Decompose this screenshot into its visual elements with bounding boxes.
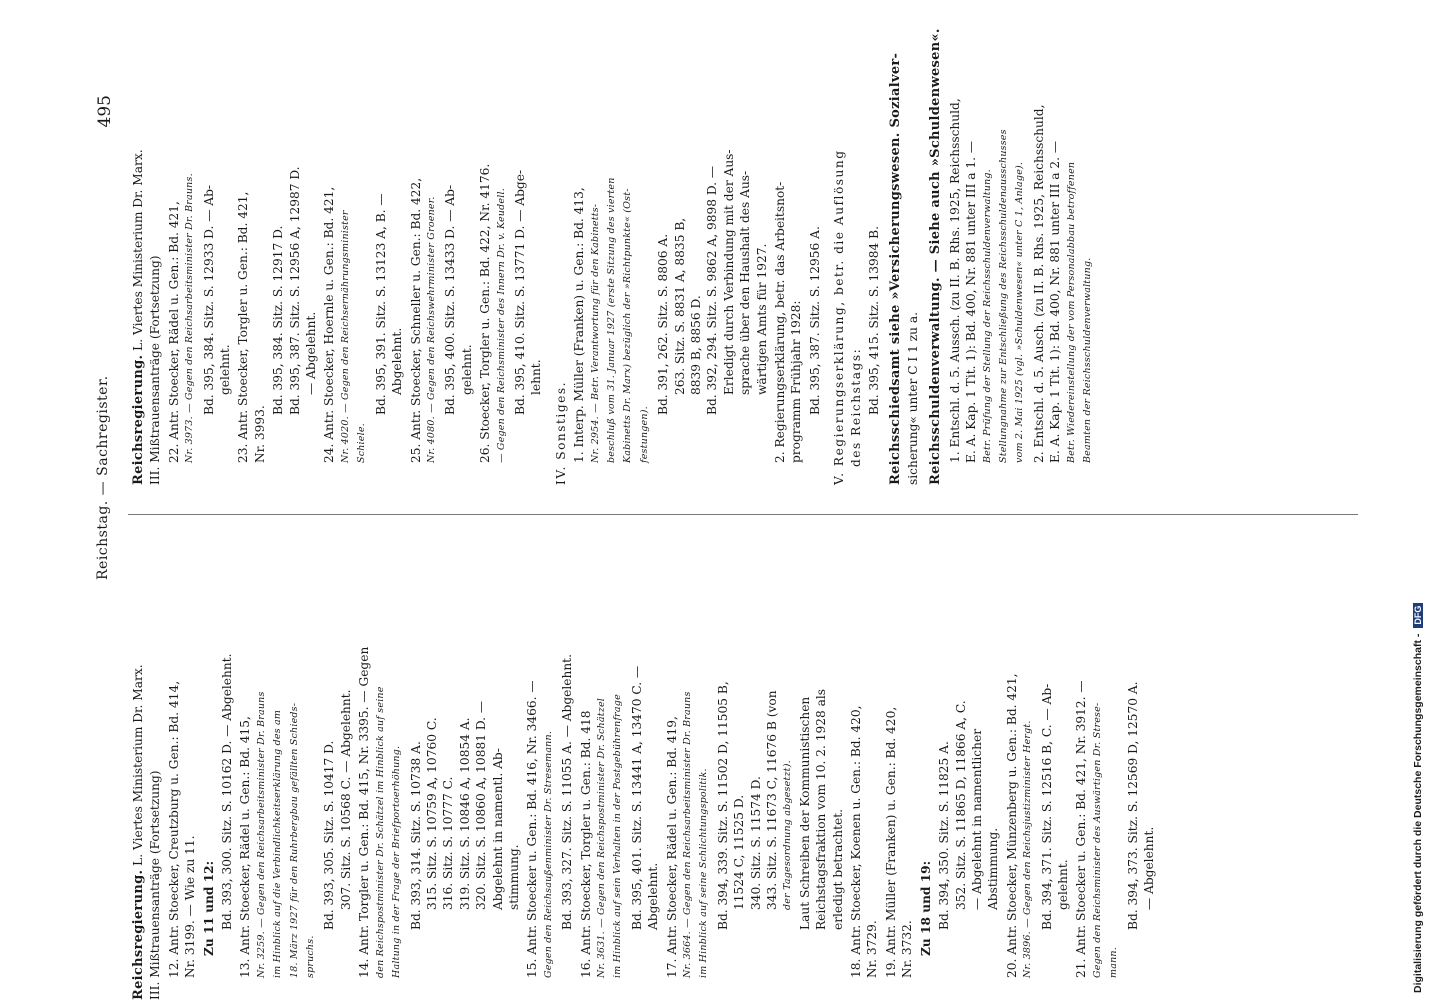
- group-18-19-ref: — Abgelehnt in namentlicher: [969, 728, 984, 910]
- entry-22: 22. Antr. Stoecker, Rädel u. Gen.: Bd. 421, Nr. 3973. — Gegen den Reichsarbeitsminister Dr. Brauns.: [166, 173, 196, 463]
- entry-16-ref: Abgelehnt.: [646, 862, 661, 930]
- entry-14-ref: stimmung.: [506, 844, 521, 910]
- entry-22-ref: Bd. 395, 384. Sitz. S. 12933 D. — Ab-: [201, 184, 216, 415]
- entry-iv-1-ref: Erledigt durch Verbindung mit der Aus-: [721, 149, 736, 395]
- entry-rsv-1: 1. Entschl. d. 5. Aussch. (zu II. B. Rhs. 1925, Reichsschuld, E. A. Kap. 1 Tit. 1): Bd. 400, Nr. 881 unter III a 1. — Betr. Prüfung der Stellung der Reichsschuldenverwaltung. Stellungnahme zur Entschließung des Reichsschuldenausschusses vom 2. Mai 1925 (vgl. »Schuldenwesen« unter C 1, Anlage).: [947, 98, 1026, 463]
- section-v-ref: Bd. 395, 415. Sitz. S. 13984 B.: [867, 226, 882, 415]
- entry-iv-2: 2. Regierungserklärung, betr. das Arbeitsnot- programm Frühjahr 1928:: [773, 181, 804, 463]
- digitization-note: [1412, 8, 1432, 993]
- entry-iv-1-ref: 263. Sitz. S. 8831 A, 8835 B,: [672, 217, 687, 395]
- entry-20: 20. Antr. Stoecker, Münzenberg u. Gen.: Bd. 421, Nr. 3896. — Gegen den Reichsjustizminister Hergt.: [1004, 673, 1034, 978]
- entry-25-ref: gelehnt.: [459, 344, 474, 395]
- entry-25: 25. Antr. Stoecker, Schneller u. Gen.: Bd. 422, Nr. 4080. — Gegen den Reichswehrminister Groener.: [408, 177, 437, 463]
- section-heading: Reichsregierung. L. Viertes Ministerium Dr. Marx.: [131, 149, 146, 485]
- entry-14-ref: Bd. 393, 314. Sitz. S. 10738 A.: [408, 741, 423, 930]
- entry-iv-1-ref: sprache über den Haushalt des Aus-: [738, 170, 753, 395]
- entry-23: 23. Antr. Stoecker, Torgler u. Gen.: Bd. 421, Nr. 3993.: [236, 191, 267, 463]
- entry-17-note: Reichstagsfraktion vom 10. 2. 1928 als: [814, 688, 829, 930]
- entry-16: 16. Antr. Stoecker, Torgler u. Gen.: Bd. 418 Nr. 3631. — Gegen den Reichspostminister Dr. Schätzel im Hinblick auf sein Verhalten in der Postgebührenfrage: [578, 694, 624, 978]
- entry-17-ref: der Tagesordnung abgesetzt).: [782, 760, 794, 910]
- entry-21-ref: Bd. 394, 373. Sitz. S. 12569 D, 12570 A.: [1125, 681, 1140, 930]
- entry-17-note: erledigt betrachtet.: [830, 809, 845, 930]
- entry-24-ref: Abgelehnt.: [390, 327, 405, 395]
- entry-13-ref: 307. Sitz. S. 10568 C. — Abgelehnt.: [338, 689, 353, 910]
- entry-13: 13. Antr. Stoecker, Rädel u. Gen.: Bd. 415, Nr. 3259. — Gegen den Reichsarbeitsminister Dr. Brauns im Hinblick auf die Verbindlichkeitserklärung des am 18. März 1927 für den Ruhrbergbau gefällten Schieds- spruchs.: [238, 691, 317, 978]
- entry-17-ref: Bd. 394, 339. Sitz. S. 11502 D, 11505 B,: [715, 681, 730, 930]
- entry-reichsschuldenverwaltung: Reichsschuldenverwaltung. — Siehe auch »Schuldenwesen«.: [928, 28, 944, 485]
- entry-17: 17. Antr. Stoecker, Rädel u. Gen.: Bd. 419, Nr. 3664. — Gegen den Reichsarbeitsminister Dr. Brauns im Hinblick auf seine Schlichtungspolitik.: [664, 691, 710, 978]
- column-divider: [128, 514, 1358, 515]
- section-heading: Reichsregierung. L. Viertes Ministerium Dr. Marx.: [131, 664, 146, 1000]
- entry-24: 24. Antr. Stoecker, Hoernle u. Gen.: Bd. 421, Nr. 4020. — Gegen den Reichsernährungsminister Schiele.: [322, 186, 368, 463]
- entry-17-ref: 340. Sitz. S. 11574 D.: [748, 776, 763, 910]
- group-11-12-ref: Bd. 393, 300. Sitz. S. 10162 D. — Abgelehnt.: [220, 653, 235, 930]
- entry-iv-1-ref: wärtigen Amts für 1927.: [754, 243, 769, 395]
- entry-22-ref: gelehnt.: [218, 344, 233, 395]
- entry-16-ref: Bd. 395, 401. Sitz. S. 13441 A, 13470 C. —: [629, 665, 644, 930]
- entry-iv-1-ref: Bd. 391, 262. Sitz. S. 8806 A.: [656, 233, 671, 415]
- rotated-page: [95, 0, 1385, 1000]
- group-18-19: Zu 18 und 19:: [918, 860, 933, 956]
- entry-26: 26. Stoecker, Torgler u. Gen.: Bd. 422, Nr. 4176. — Gegen den Reichsminister des Innern Dr. v. Keudell.: [478, 163, 507, 463]
- entry-19: 19. Antr. Müller (Franken) u. Gen.: Bd. 420, Nr. 3732.: [883, 706, 915, 978]
- entry-iv-1-ref: Bd. 392, 294. Sitz. S. 9862 A, 9898 D. —: [705, 165, 720, 415]
- entry-13-ref: Bd. 393, 305. Sitz. S. 10417 D.: [322, 740, 337, 930]
- entry-14-ref: 319. Sitz. S. 10846 A, 10854 A.: [457, 717, 472, 910]
- entry-iv-2-ref: Bd. 395, 387. Sitz. S. 12956 A.: [807, 226, 822, 415]
- entry-23-ref: — Abgelehnt.: [304, 311, 319, 395]
- dfg-logo: DFG: [1413, 603, 1423, 628]
- entry-26-ref: Bd. 395, 410. Sitz. S. 13771 D. — Abge-: [512, 169, 527, 415]
- entry-15: 15. Antr. Stoecker u. Gen.: Bd. 416, Nr. 3466. — Gegen den Reichsaußenminister Dr. Stresemann.: [525, 680, 554, 978]
- entry-18: 18. Antr. Stoecker, Koenen u. Gen.: Bd. 420, Nr. 3729.: [849, 705, 880, 978]
- entry-14-ref: 315. Sitz. S. 10759 A, 10760 C.: [424, 717, 439, 910]
- entry-15-ref: Bd. 393, 327. Sitz. S. 11055 A. — Abgelehnt.: [560, 654, 575, 930]
- entry-21-ref: — Abgelehnt.: [1141, 826, 1156, 910]
- entry-12: 12. Antr. Stoecker, Creutzburg u. Gen.: Bd. 414, Nr. 3199. — Wie zu 11.: [166, 680, 198, 978]
- entry-26-ref: lehnt.: [529, 359, 544, 395]
- group-18-19-ref: 352. Sitz. S. 11865 D, 11866 A, C.: [953, 700, 968, 910]
- entry-23-ref: Bd. 395, 387. Sitz. S. 12956 A, 12987 D.: [287, 166, 302, 415]
- running-head-title: Reichstag. — Sachregister.: [95, 375, 111, 580]
- digitization-note-text: Digitalisierung gefördert durch die Deutsche Forschungsgemeinschaft -: [1412, 633, 1424, 993]
- entry-20-ref: gelehnt.: [1055, 859, 1070, 910]
- page-number: 495: [95, 95, 115, 128]
- column-left: [130, 530, 1157, 1000]
- entry-rsv-2: 2. Entschl. d. 5. Ausch. (zu II. B. Rhs. 1925, Reichsschuld, E. A. Kap. 1 Tit. 1): Bd. 400, Nr. 881 unter III a 2. — Betr. Wiedereinstellung der vom Personalabbau betroffenen Beamten der Reichsschuldenverwaltung.: [1031, 104, 1093, 463]
- group-18-19-ref: Abstimmung.: [986, 827, 1001, 910]
- entry-17-ref: 11524 C, 11525 D.: [732, 794, 747, 910]
- entry-23-ref: Bd. 395, 384. Sitz. S. 12917 D.: [271, 225, 286, 415]
- entry-reichsschiedsamt: Reichsschiedsamt siehe »Versicherungswesen. Sozialver- sicherung« unter C I 1 zu a.: [888, 52, 920, 485]
- column-right: [130, 15, 1098, 485]
- section-v-heading: V. Regierungserklärung, betr. die Auflösung des Reichstags:: [832, 149, 863, 485]
- entry-iv-1: 1. Interp. Müller (Franken) u. Gen.: Bd. 413, Nr. 2954. — Betr. Verantwortung für den Kabinetts- beschluß vom 31. Januar 1927 (erste Sitzung des vierten Kabinetts Dr. Marx) bezüglich der »Richtpunkte« (Ost- festungen).: [572, 177, 650, 463]
- running-head: [95, 0, 125, 1000]
- entry-17-note: Laut Schreiben der Kommunistischen: [797, 696, 812, 930]
- entry-24-ref: Bd. 395, 391. Sitz. S. 13123 A, B. —: [373, 193, 388, 415]
- entry-iv-1-ref: 8839 B, 8856 D.: [689, 295, 703, 395]
- subsection-heading: III. Mißtrauensanträge (Fortsetzung): [148, 255, 163, 485]
- entry-14-ref: Abgelehnt in namentl. Ab-: [490, 748, 505, 910]
- entry-20-ref: Bd. 394, 371. Sitz. S. 12516 B, C. — Ab-: [1039, 683, 1054, 930]
- entry-21: 21. Antr. Stoecker u. Gen.: Bd. 421, Nr. 3912. — Gegen den Reichsminister des Auswärtigen Dr. Strese- mann.: [1074, 680, 1120, 978]
- subsection-heading: III. Mißtrauensanträge (Fortsetzung): [148, 770, 163, 1000]
- entry-14-ref: 320. Sitz. S. 10860 A, 10881 D. —: [474, 700, 489, 910]
- entry-14: 14. Antr. Torgler u. Gen.: Bd. 415, Nr. 3395. — Gegen den Reichspostminister Dr. Schätzel im Hinblick auf seine Haltung in der Frage der Briefportoerhöhung.: [357, 646, 403, 978]
- entry-14-ref: 316. Sitz. S. 10777 C.: [441, 776, 456, 910]
- entry-17-ref: 343. Sitz. S. 11673 C, 11676 B (von: [765, 690, 780, 910]
- group-18-19-ref: Bd. 394, 350. Sitz. S. 11825 A.: [937, 741, 952, 930]
- group-11-12: Zu 11 und 12:: [201, 860, 216, 956]
- entry-25-ref: Bd. 395, 400. Sitz. S. 13433 D. — Ab-: [443, 184, 458, 415]
- section-iv-heading: IV. Sonstiges.: [553, 381, 568, 485]
